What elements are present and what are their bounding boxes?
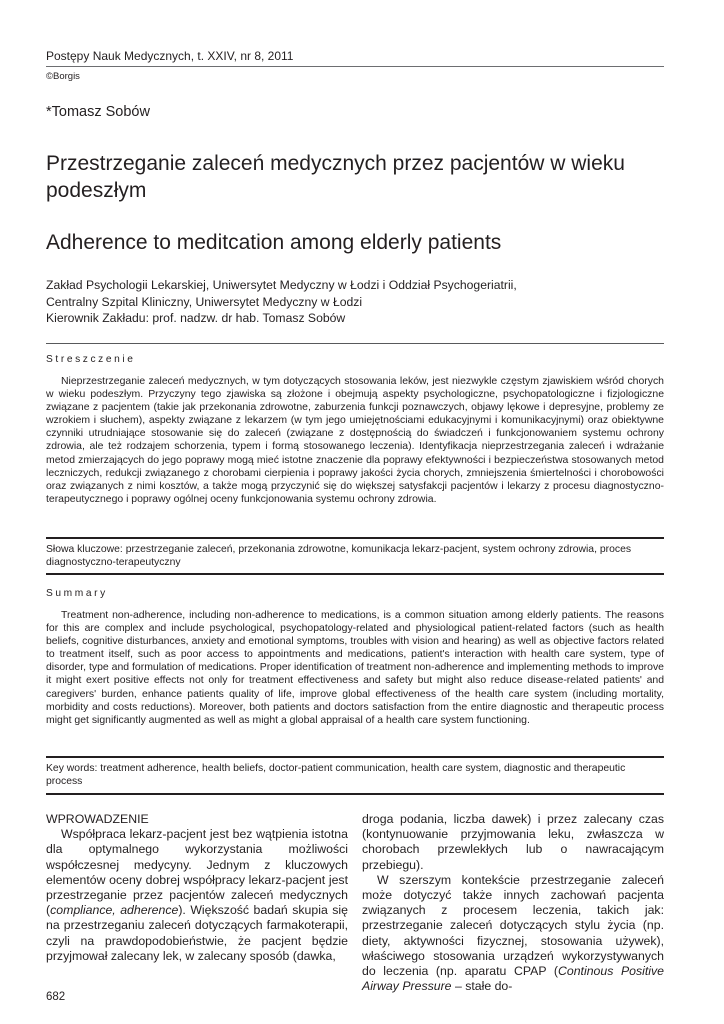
intro-heading: WPROWADZENIE [46, 812, 149, 826]
body-column-right [362, 812, 664, 994]
section-rule [46, 756, 664, 758]
title-polish: Przestrzeganie zaleceń medycznych przez pacjentów w wieku podeszłym [46, 152, 625, 202]
section-rule [46, 537, 664, 539]
streszczenie-text: Nieprzestrzeganie zaleceń medycznych, w tym dotyczących stosowania leków, jest niezwykle częstym zjawiskiem wśród chorych w wieku podeszłym. Przyczyny tego zjawiska są złożone i obejmują aspekty psychologiczne, psychopatologiczne i fizjologiczne związane z pacjentem (takie jak przekonania zdrowotne, zaburzenia funkcji poznawczych, objawy lękowe i depresyjne, problemy ze wzrokiem i słuchem), aspekty związane z lekarzem (w tym jego umiejętnościami edukacyjnymi i komunikacyjnymi) oraz obiektywne czynniki utrudniające stosowanie się do zaleceń (związane z dostępnością do świadczeń i funkcjonowaniem systemu ochrony zdrowia, ale też rodzajem schorzenia, typem i formą stosowanego leczenia). Identyfikacja nieprzestrzegania zaleceń i wdrażanie metod zmierzających do jego poprawy mogą mieć istotne znaczenie dla poprawy efektywności i bezpieczeństwa stosowanych metod leczniczych, redukcji związanego z chorobami cierpienia i poprawy jakości życia chorych, zmniejszenia śmiertelności i chorobowości oraz związanych z nimi kosztów, a także mogą przyczynić się do większej satysfakcji pacjentów i lekarzy z procesu diagnostyczno-terapeutycznego i poprawy ogólnej oceny funkcjonowania systemu ochrony zdrowia. [46, 376, 664, 505]
affiliation-line: Zakład Psychologii Lekarskiej, Uniwersytet Medyczny w Łodzi i Oddział Psychogeriatrii, [46, 278, 517, 292]
affiliation [46, 277, 666, 327]
header-rule [46, 66, 664, 67]
summary-text: Treatment non-adherence, including non-adherence to medications, is a common situation among elderly patients. The reasons for this are complex and include psychological, psychopatology-related and physiological patient-related factors (such as health beliefs, cognitive disturbances, anxiety and emotional symptoms, troubles with vision and hearing) as well as objective factors related to treatment itself, such as poor access to appointments and medications, patient's interaction with health care system, type of disorder, type and formulation of medications. Proper identification of treatment non-adherence and implementing methods to improve it might exert positive effects not only for treatment effectiveness and safety but might also reduce disease-related patients' and caregivers' burden, enhance patients quality of life, improve global effectiveness of the health care system (including mortality, morbidity and costs reductions). Moreover, both patients and doctors satisfaction from the entire diagnostic and therapeutic process might get significantly augmented as well as might a global appraisal of a health care system functioning. [46, 610, 664, 726]
section-rule [46, 343, 664, 344]
section-rule [46, 793, 664, 795]
intro-paragraph-continued: droga podania, liczba dawek) i przez zalecany czas (kontynuowanie przyjmowania leku, zwłaszcza w chorobach przewlekłych lub o nawracającym przebiegu). [362, 812, 664, 872]
body-column-left [46, 812, 348, 964]
intro-paragraph: Współpraca lekarz-pacjent jest bez wątpienia istotna dla optymalnego wykorzystania możliwości współczesnej medycyny. Jednym z kluczowych elementów oceny dobrej współpracy lekarz-pacjent jest przestrzeganie przez pacjentów zaleceń medycznych (compliance, adherence). Większość badań skupia się na przestrzeganiu zaleceń dotyczących farmakoterapii, czyli na prawdopodobieństwie, że pacjent będzie przyjmował zalecany lek, w zalecany sposób (dawka, [46, 827, 348, 963]
streszczenie-heading: Streszczenie [46, 354, 136, 365]
author-name: *Tomasz Sobów [46, 104, 150, 120]
journal-header: Postępy Nauk Medycznych, t. XXIV, nr 8, 2011 [46, 49, 294, 63]
title-english: Adherence to meditcation among elderly patients [46, 231, 502, 254]
affiliation-line: Kierownik Zakładu: prof. nadzw. dr hab. Tomasz Sobów [46, 311, 346, 325]
intro-paragraph: W szerszym kontekście przestrzeganie zaleceń może dotyczyć także innych zachowań pacjenta związanych z procesem leczenia, takich jak: przestrzeganie zaleceń dotyczących stylu życia (np. diety, aktywności fizycznej, stosowania używek), właściwego stosowania urządzeń wykorzystywanych do leczenia (np. aparatu CPAP (Continous Positive Airway Pressure – stałe do- [362, 872, 664, 994]
section-rule [46, 573, 664, 575]
english-keywords: Key words: treatment adherence, health beliefs, doctor-patient communication, health care system, diagnostic and therapeutic process [46, 763, 626, 788]
summary-heading: Summary [46, 588, 108, 599]
affiliation-line: Centralny Szpital Kliniczny, Uniwersytet Medyczny w Łodzi [46, 294, 363, 309]
page-number: 682 [46, 991, 66, 1003]
copyright-notice: ©Borgis [46, 71, 80, 82]
polish-keywords: Słowa kluczowe: przestrzeganie zaleceń, przekonania zdrowotne, komunikacja lekarz-pacjent, system ochrony zdrowia, proces diagnostyczno-terapeutyczny [46, 544, 632, 569]
